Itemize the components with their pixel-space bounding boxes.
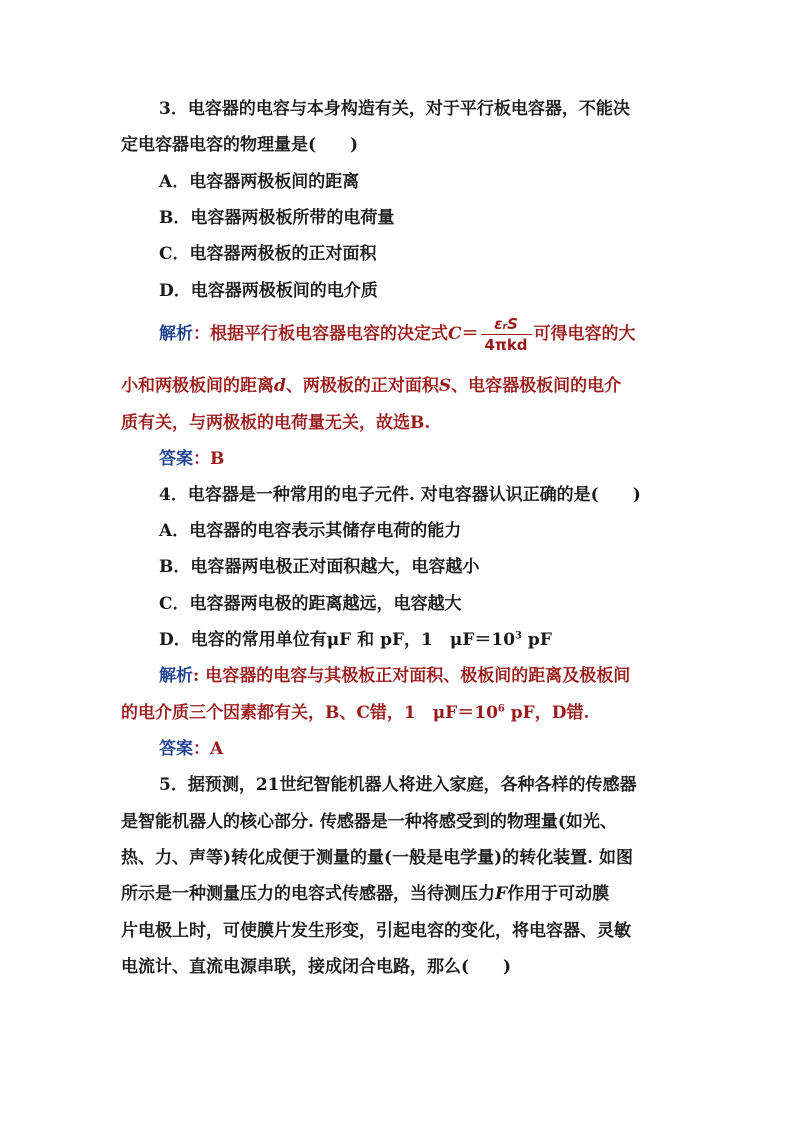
q3-answer: 答案：B — [159, 449, 225, 469]
q4-option-b: B．电容器两电极正对面积越大，电容越小 — [159, 557, 480, 577]
q5-stem-line3: 热、力、声等)转化成便于测量的量(一般是电学量)的转化装置. 如图 — [121, 848, 633, 868]
q3-stem-line1: 3．电容器的电容与本身构造有关，对于平行板电容器，不能决 — [159, 99, 630, 119]
q5-stem-line1: 5．据预测，21世纪智能机器人将进入家庭，各种各样的传感器 — [159, 775, 637, 795]
q3-option-b: B．电容器两极板所带的电荷量 — [159, 208, 395, 228]
answer-label: 答案 — [159, 449, 193, 469]
q4-analysis-line2: 的电介质三个因素都有关，B、C错，1 $\mu F=10^6$ pF，D错. — [121, 703, 590, 723]
q5-stem-line4: 所示是一种测量压力的电容式传感器，当待测压力F作用于可动膜 — [121, 884, 610, 904]
analysis-label: 解析 — [159, 324, 193, 344]
q5-stem-line2: 是智能机器人的核心部分. 传感器是一种将感受到的物理量(如光、 — [121, 812, 617, 832]
q4-answer: 答案：A — [159, 739, 224, 759]
analysis-label: 解析 — [159, 666, 193, 686]
q3-analysis-line1: 解析：根据平行板电容器电容的决定式C＝ $\frac{\text{εᵣS}}{\text{4πkd}}$ 可得电容的大 — [159, 315, 636, 354]
q4-stem: 4．电容器是一种常用的电子元件. 对电容器认识正确的是( ) — [159, 485, 641, 505]
q4-analysis-line1: 解析: 电容器的电容与其极板正对面积、极板间的距离及极板间 — [159, 666, 631, 686]
q3-option-d: D．电容器两极板间的电介质 — [159, 281, 378, 301]
q3-option-a: A．电容器两极板间的距离 — [159, 172, 360, 192]
q4-option-d: D．电容的常用单位有μF 和 pF，1 $\mu F=10^3$ pF — [159, 630, 552, 650]
q4-option-a: A．电容器的电容表示其储存电荷的能力 — [159, 521, 462, 541]
q5-stem-line5: 片电极上时，可使膜片发生形变，引起电容的变化，将电容器、灵敏 — [121, 921, 631, 941]
q4-option-c: C．电容器两电极的距离越远，电容越大 — [159, 594, 462, 614]
q3-option-c: C．电容器两极板的正对面积 — [159, 244, 377, 264]
q3-stem-line2: 定电容器电容的物理量是( ) — [121, 135, 359, 155]
capacitance-formula-fraction: $\frac{\text{εᵣS}}{\text{4πkd}}$ — [481, 314, 532, 355]
q3-analysis-line3: 质有关，与两极板的电荷量无关，故选B. — [121, 413, 431, 433]
q3-analysis-line2: 小和两极板间的距离d、两极板的正对面积S、电容器极板间的电介 — [121, 376, 622, 396]
q5-stem-line6: 电流计、直流电源串联，接成闭合电路，那么( ) — [121, 957, 512, 977]
answer-label: 答案 — [159, 739, 193, 759]
